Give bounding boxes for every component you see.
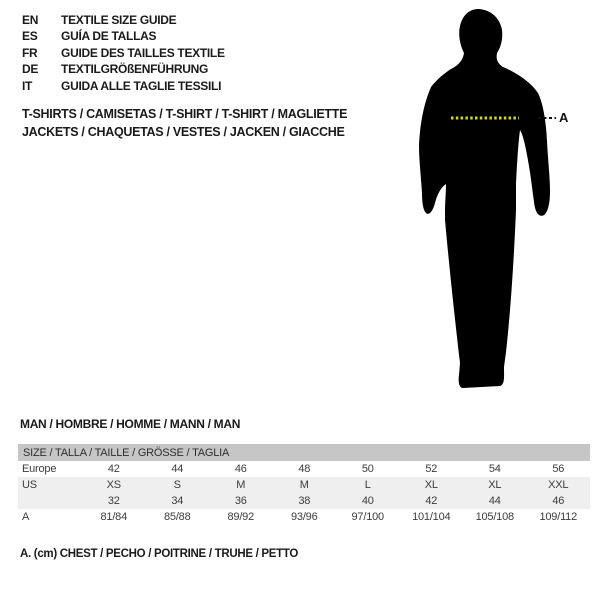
table-cell: M — [273, 477, 337, 493]
garment-line-tshirts: T-SHIRTS / CAMISETAS / T-SHIRT / T-SHIRT / MAGLIETTE — [22, 107, 348, 121]
garment-types — [22, 106, 347, 141]
table-cell: 46 — [527, 493, 591, 509]
table-cell: 109/112 — [539, 511, 578, 523]
language-title: GUÍA DE TALLAS — [61, 29, 157, 44]
man-silhouette-body — [419, 9, 550, 388]
language-row-it — [22, 78, 225, 94]
table-cell: 97/100 — [351, 511, 384, 523]
table-cell: XL — [463, 477, 527, 493]
table-cell: XL — [400, 477, 464, 493]
language-row-de — [22, 61, 225, 77]
section-title-man: MAN / HOMBRE / HOMME / MANN / MAN — [20, 417, 241, 431]
table-cell: 44 — [463, 493, 527, 509]
table-row-chest-cm — [18, 509, 590, 525]
table-cell: S — [146, 477, 210, 493]
table-cell: 89/92 — [227, 511, 255, 523]
table-cell: 85/88 — [163, 511, 191, 523]
table-cell: 34 — [146, 493, 210, 509]
language-title: TEXTILE SIZE GUIDE — [61, 13, 177, 27]
row-label: Europe — [22, 463, 57, 475]
table-cell: 105/108 — [475, 511, 514, 523]
table-cell: 32 — [82, 493, 146, 509]
language-title: GUIDA ALLE TAGLIE TESSILI — [61, 78, 222, 93]
language-code: DE — [22, 62, 39, 77]
language-code: IT — [22, 78, 33, 93]
table-cell: XXL — [527, 477, 591, 493]
language-list — [22, 12, 225, 94]
row-label — [18, 493, 82, 509]
language-code: FR — [22, 45, 38, 60]
table-cell: 36 — [209, 493, 273, 509]
table-cell: 56 — [552, 463, 565, 475]
measurement-label-a: A — [559, 110, 569, 125]
language-row-es — [22, 28, 225, 44]
language-title: GUIDE DES TAILLES TEXTILE — [61, 45, 225, 60]
row-label: US — [18, 477, 82, 493]
table-cell: 54 — [488, 463, 501, 475]
table-row-us-numbers — [18, 493, 590, 509]
row-label: A — [22, 511, 30, 523]
table-cell: 38 — [273, 493, 337, 509]
table-cell: XS — [82, 477, 146, 493]
language-title: TEXTILGRÖßENFÜHRUNG — [61, 62, 209, 77]
table-cell: 44 — [171, 463, 184, 475]
language-row-fr — [22, 45, 225, 61]
table-cell: M — [209, 477, 273, 493]
table-cell: 93/96 — [290, 511, 318, 523]
table-cell: L — [336, 477, 400, 493]
table-cell: 50 — [361, 463, 374, 475]
language-code: ES — [22, 29, 38, 44]
table-cell: 81/84 — [100, 511, 128, 523]
table-cell: 42 — [107, 463, 120, 475]
size-table — [18, 444, 590, 525]
size-table-header: SIZE / TALLA / TAILLE / GRÖSSE / TAGLIA — [18, 444, 590, 461]
size-table-header-row — [18, 444, 590, 461]
language-code: EN — [22, 13, 39, 27]
table-cell: 52 — [425, 463, 438, 475]
measurement-footnote: A. (cm) CHEST / PECHO / POITRINE / TRUHE / PETTO — [20, 548, 299, 560]
table-row-us-letters — [18, 477, 590, 493]
language-row-en — [22, 12, 225, 28]
table-cell: 101/104 — [412, 511, 451, 523]
table-cell: 40 — [336, 493, 400, 509]
table-cell: 42 — [400, 493, 464, 509]
table-row-europe — [18, 461, 590, 477]
man-silhouette — [393, 5, 578, 395]
table-cell: 46 — [234, 463, 247, 475]
garment-line-jackets: JACKETS / CHAQUETAS / VESTES / JACKEN / GIACCHE — [22, 124, 345, 139]
table-cell: 48 — [298, 463, 311, 475]
